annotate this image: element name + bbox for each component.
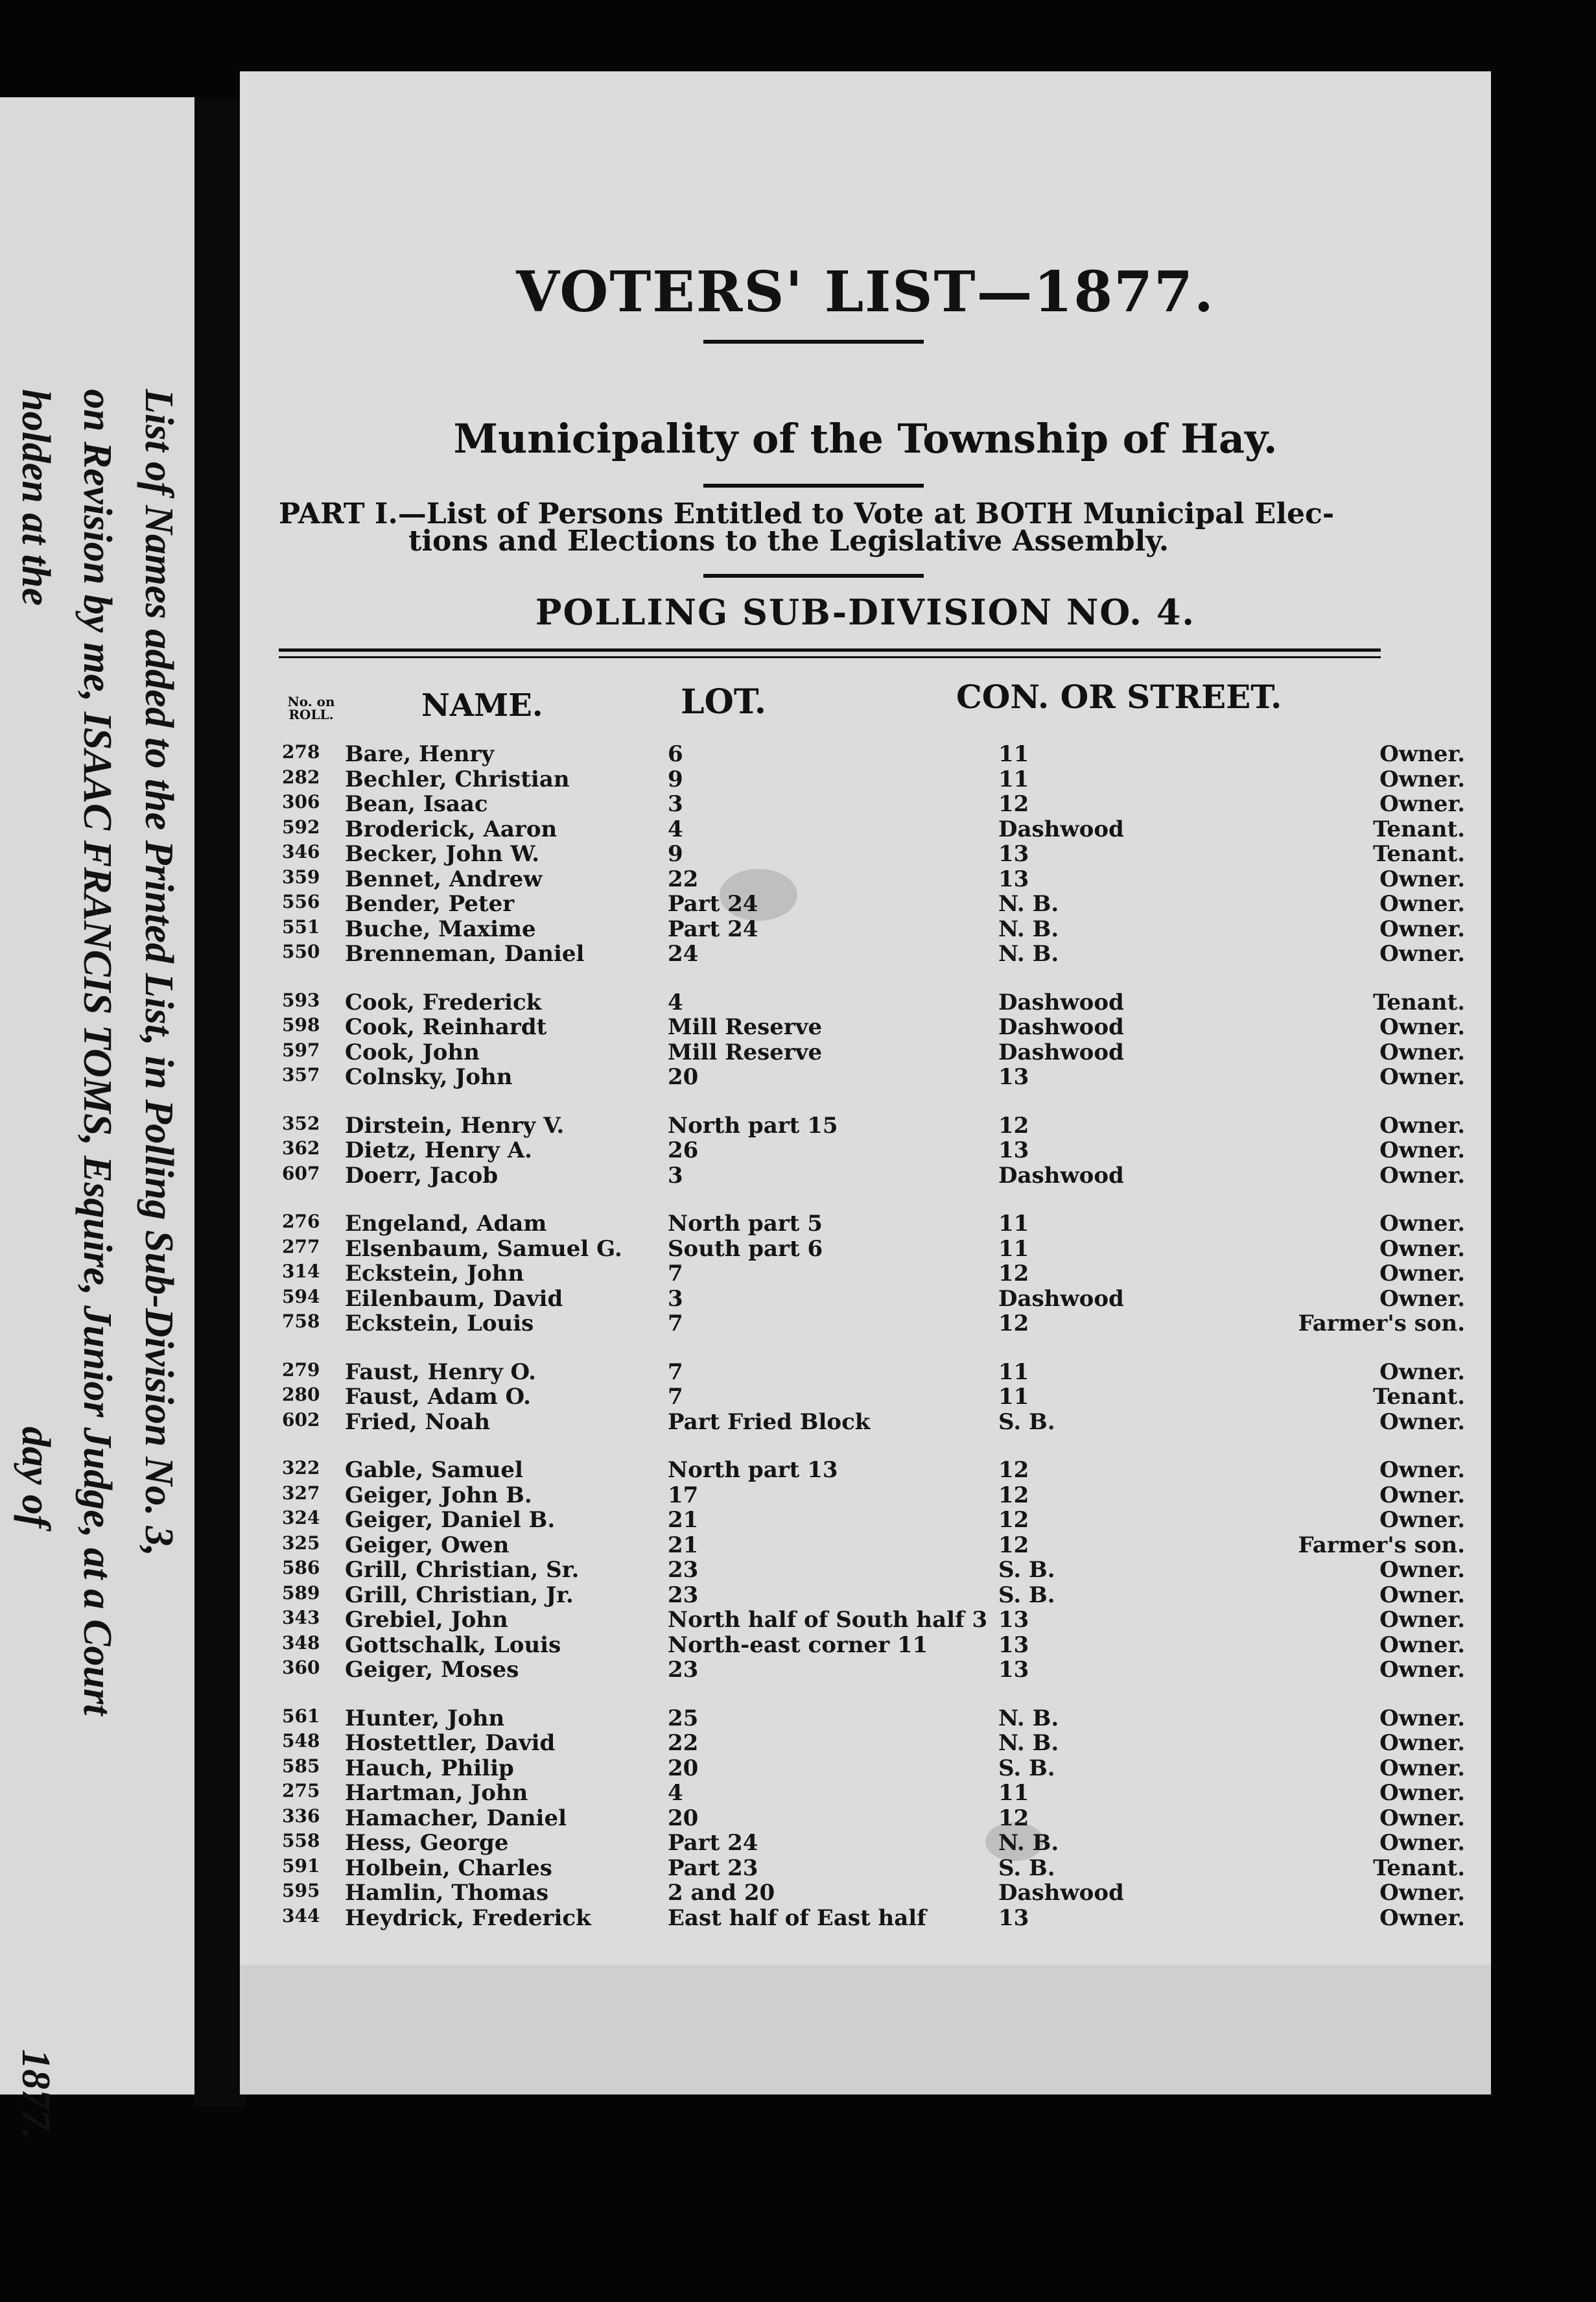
lot: 6 bbox=[668, 741, 683, 767]
voter-name: Eckstein, Louis bbox=[345, 1311, 534, 1336]
roll-number: 352 bbox=[282, 1112, 320, 1134]
voter-row bbox=[240, 1632, 1491, 1657]
roll-number: 325 bbox=[282, 1532, 320, 1554]
voters-list-page bbox=[240, 71, 1491, 2094]
lot: Part 24 bbox=[668, 916, 758, 942]
lot: North part 15 bbox=[668, 1112, 838, 1139]
concession-or-street: 11 bbox=[998, 741, 1029, 767]
voter-row bbox=[240, 1286, 1491, 1311]
voter-status: Owner. bbox=[1379, 1582, 1465, 1608]
voter-name: Doerr, Jacob bbox=[345, 1162, 499, 1189]
lot: 21 bbox=[668, 1507, 699, 1533]
voter-status: Owner. bbox=[1379, 1632, 1465, 1658]
voter-status: Owner. bbox=[1379, 1705, 1465, 1731]
voter-name: Bender, Peter bbox=[345, 891, 515, 917]
concession-or-street: Dashwood bbox=[998, 816, 1124, 842]
roll-number: 275 bbox=[282, 1780, 320, 1801]
lot: South part 6 bbox=[668, 1235, 823, 1262]
lot: 23 bbox=[668, 1582, 699, 1608]
concession-or-street: 11 bbox=[998, 1359, 1029, 1385]
voter-row bbox=[240, 1014, 1491, 1039]
voter-status: Owner. bbox=[1379, 1482, 1465, 1508]
page-gutter bbox=[194, 97, 246, 2107]
voter-row bbox=[240, 1730, 1491, 1755]
voter-row bbox=[240, 916, 1491, 941]
lot: North part 13 bbox=[668, 1457, 838, 1483]
voter-status: Owner. bbox=[1379, 1830, 1465, 1856]
roll-number: 591 bbox=[282, 1855, 320, 1877]
concession-or-street: N. B. bbox=[998, 1705, 1059, 1731]
concession-or-street: 11 bbox=[998, 766, 1029, 792]
voter-row bbox=[240, 1482, 1491, 1507]
concession-or-street: 12 bbox=[998, 791, 1029, 817]
polling-subdivision-heading: POLLING SUB-DIVISION NO. 4. bbox=[535, 591, 1196, 633]
lot: Part 24 bbox=[668, 891, 758, 917]
voter-row bbox=[240, 1855, 1491, 1880]
lot: 20 bbox=[668, 1805, 699, 1831]
lot: North part 5 bbox=[668, 1211, 823, 1237]
voter-row bbox=[240, 1409, 1491, 1434]
voter-status: Owner. bbox=[1379, 1657, 1465, 1683]
voter-name: Hostettler, David bbox=[345, 1730, 556, 1756]
voter-status: Owner. bbox=[1379, 866, 1465, 892]
concession-or-street: 13 bbox=[998, 1137, 1029, 1163]
column-header-roll-number bbox=[279, 695, 344, 721]
lot: 20 bbox=[668, 1755, 699, 1781]
voter-row bbox=[240, 1532, 1491, 1557]
voter-name: Hauch, Philip bbox=[345, 1755, 514, 1781]
roll-number: 594 bbox=[282, 1285, 320, 1307]
voter-name: Elsenbaum, Samuel G. bbox=[345, 1235, 622, 1262]
voter-row bbox=[240, 1311, 1491, 1335]
roll-number: 276 bbox=[282, 1211, 320, 1232]
concession-or-street: N. B. bbox=[998, 941, 1059, 967]
roll-number: 592 bbox=[282, 816, 320, 838]
voter-name: Cook, John bbox=[345, 1039, 480, 1065]
voter-status: Owner. bbox=[1379, 1607, 1465, 1633]
roll-number: 348 bbox=[282, 1632, 320, 1654]
voter-name: Brenneman, Daniel bbox=[345, 941, 585, 967]
roll-number: 277 bbox=[282, 1235, 320, 1257]
voter-row bbox=[240, 941, 1491, 966]
voter-row bbox=[240, 1359, 1491, 1384]
roll-number: 280 bbox=[282, 1384, 320, 1405]
lot: 21 bbox=[668, 1532, 699, 1558]
voter-status: Owner. bbox=[1379, 1235, 1465, 1262]
voter-name: Bechler, Christian bbox=[345, 766, 570, 792]
voter-row bbox=[240, 1755, 1491, 1780]
voter-status: Owner. bbox=[1379, 1064, 1465, 1090]
concession-or-street: 13 bbox=[998, 1904, 1029, 1931]
roll-number: 327 bbox=[282, 1482, 320, 1504]
roll-number: 344 bbox=[282, 1904, 320, 1927]
roll-number: 597 bbox=[282, 1039, 320, 1061]
concession-or-street: 11 bbox=[998, 1211, 1029, 1237]
lot: 9 bbox=[668, 766, 683, 792]
voter-name: Hamlin, Thomas bbox=[345, 1880, 549, 1906]
voter-row bbox=[240, 1830, 1491, 1855]
voter-name: Heydrick, Frederick bbox=[345, 1904, 591, 1931]
lot: 3 bbox=[668, 791, 683, 817]
roll-number: 306 bbox=[282, 791, 320, 813]
voter-name: Geiger, Daniel B. bbox=[345, 1507, 556, 1533]
voter-status: Owner. bbox=[1379, 1285, 1465, 1312]
voter-name: Engeland, Adam bbox=[345, 1211, 547, 1237]
concession-or-street: 12 bbox=[998, 1457, 1029, 1483]
voter-status: Owner. bbox=[1379, 1730, 1465, 1756]
concession-or-street: N. B. bbox=[998, 891, 1059, 917]
concession-or-street: 12 bbox=[998, 1805, 1029, 1831]
lot: 4 bbox=[668, 1780, 683, 1806]
lot: North half of South half 3 bbox=[668, 1607, 988, 1633]
voter-status: Owner. bbox=[1379, 1014, 1465, 1040]
voter-row bbox=[240, 1064, 1491, 1089]
concession-or-street: S. B. bbox=[998, 1855, 1055, 1881]
voter-row bbox=[240, 1457, 1491, 1482]
voter-status: Tenant. bbox=[1372, 989, 1465, 1015]
voter-status: Owner. bbox=[1379, 1507, 1465, 1533]
roll-number: 550 bbox=[282, 941, 320, 962]
roll-number: 593 bbox=[282, 989, 320, 1011]
voter-status: Owner. bbox=[1379, 916, 1465, 942]
part-heading-line-2: tions and Elections to the Legislative Assembly. bbox=[408, 525, 1169, 558]
voter-row bbox=[240, 1236, 1491, 1261]
concession-or-street: 12 bbox=[998, 1261, 1029, 1287]
concession-or-street: N. B. bbox=[998, 1830, 1059, 1856]
adjacent-line-3: holden at the bbox=[14, 389, 58, 606]
concession-or-street: Dashwood bbox=[998, 1285, 1124, 1312]
concession-or-street: Dashwood bbox=[998, 1014, 1124, 1040]
column-header-concession: CON. OR STREET. bbox=[956, 678, 1282, 716]
lot: North-east corner 11 bbox=[668, 1632, 928, 1658]
roll-number: 561 bbox=[282, 1705, 320, 1727]
concession-or-street: 13 bbox=[998, 1657, 1029, 1683]
voter-status: Owner. bbox=[1379, 741, 1465, 767]
lot: East half of East half bbox=[668, 1904, 926, 1931]
part-heading bbox=[279, 497, 1381, 558]
concession-or-street: Dashwood bbox=[998, 989, 1124, 1015]
roll-number: 758 bbox=[282, 1311, 320, 1332]
roll-number: 314 bbox=[282, 1261, 320, 1282]
voter-status: Farmer's son. bbox=[1298, 1311, 1465, 1336]
roll-number: 357 bbox=[282, 1064, 320, 1086]
voter-name: Grebiel, John bbox=[345, 1607, 508, 1633]
voter-row bbox=[240, 1607, 1491, 1632]
voter-status: Owner. bbox=[1379, 1137, 1465, 1163]
voter-row bbox=[240, 1163, 1491, 1187]
adjacent-line-4: day of bbox=[14, 1427, 58, 1528]
concession-or-street: 13 bbox=[998, 841, 1029, 867]
concession-or-street: 13 bbox=[998, 1607, 1029, 1633]
voter-name: Holbein, Charles bbox=[345, 1855, 552, 1881]
part-heading-line-1: PART I.—List of Persons Entitled to Vote at BOTH Municipal Elec- bbox=[279, 497, 1335, 530]
roll-number: 586 bbox=[282, 1557, 320, 1578]
voter-name: Hamacher, Daniel bbox=[345, 1805, 567, 1831]
voter-row bbox=[240, 1384, 1491, 1408]
roll-number: 585 bbox=[282, 1755, 320, 1777]
voter-name: Fried, Noah bbox=[345, 1408, 490, 1435]
voter-name: Gable, Samuel bbox=[345, 1457, 523, 1483]
roll-number: 548 bbox=[282, 1730, 320, 1751]
concession-or-street: S. B. bbox=[998, 1582, 1055, 1608]
voter-status: Owner. bbox=[1379, 791, 1465, 817]
voter-status: Owner. bbox=[1379, 1457, 1465, 1483]
voter-row bbox=[240, 841, 1491, 866]
voter-row bbox=[240, 791, 1491, 816]
concession-or-street: 12 bbox=[998, 1112, 1029, 1139]
voter-status: Owner. bbox=[1379, 891, 1465, 917]
voter-status: Owner. bbox=[1379, 1780, 1465, 1806]
voter-name: Hess, George bbox=[345, 1830, 509, 1856]
roll-number: 607 bbox=[282, 1162, 320, 1184]
page-bottom-margin bbox=[240, 1965, 1491, 2094]
voter-status: Tenant. bbox=[1372, 1855, 1465, 1881]
concession-or-street: Dashwood bbox=[998, 1162, 1124, 1189]
voter-status: Owner. bbox=[1379, 941, 1465, 967]
lot: 7 bbox=[668, 1384, 683, 1410]
roll-number: 602 bbox=[282, 1408, 320, 1430]
adjacent-page-text bbox=[0, 389, 182, 2302]
lot: 22 bbox=[668, 866, 699, 892]
voter-name: Dirstein, Henry V. bbox=[345, 1112, 565, 1139]
voter-name: Geiger, John B. bbox=[345, 1482, 532, 1508]
voter-name: Becker, John W. bbox=[345, 841, 540, 867]
roll-number: 556 bbox=[282, 891, 320, 912]
voter-row bbox=[240, 891, 1491, 916]
voter-row bbox=[240, 1137, 1491, 1162]
part-rule bbox=[703, 574, 924, 578]
voter-row bbox=[240, 1211, 1491, 1235]
roll-number: 598 bbox=[282, 1014, 320, 1036]
lot: Part Fried Block bbox=[668, 1408, 871, 1435]
concession-or-street: N. B. bbox=[998, 1730, 1059, 1756]
concession-or-street: 11 bbox=[998, 1384, 1029, 1410]
voter-name: Bean, Isaac bbox=[345, 791, 488, 817]
voter-name: Gottschalk, Louis bbox=[345, 1632, 561, 1658]
voter-row bbox=[240, 1507, 1491, 1532]
column-header-lot: LOT. bbox=[681, 682, 766, 722]
page-title: VOTERS' LIST—1877. bbox=[516, 259, 1215, 325]
roll-number: 282 bbox=[282, 766, 320, 788]
voter-status: Owner. bbox=[1379, 1904, 1465, 1931]
roll-number: 359 bbox=[282, 866, 320, 888]
concession-or-street: Dashwood bbox=[998, 1880, 1124, 1906]
roll-number: 336 bbox=[282, 1805, 320, 1827]
voter-row bbox=[240, 1880, 1491, 1904]
lot: 25 bbox=[668, 1705, 699, 1731]
voter-status: Owner. bbox=[1379, 1162, 1465, 1189]
adjacent-year: 1877. bbox=[14, 2049, 58, 2140]
voter-status: Owner. bbox=[1379, 1880, 1465, 1906]
lot: 24 bbox=[668, 941, 699, 967]
voter-row bbox=[240, 1261, 1491, 1285]
voter-status: Tenant. bbox=[1372, 1384, 1465, 1410]
lot: 3 bbox=[668, 1162, 683, 1189]
concession-or-street: 13 bbox=[998, 1064, 1029, 1090]
concession-or-street: S. B. bbox=[998, 1557, 1055, 1583]
column-header-roll-line-1: No. on bbox=[287, 694, 335, 709]
lot: 7 bbox=[668, 1261, 683, 1287]
roll-number: 360 bbox=[282, 1657, 320, 1678]
voter-name: Geiger, Moses bbox=[345, 1657, 519, 1683]
concession-or-street: S. B. bbox=[998, 1408, 1055, 1435]
lot: Part 24 bbox=[668, 1830, 758, 1856]
voter-status: Owner. bbox=[1379, 1557, 1465, 1583]
voter-name: Eckstein, John bbox=[345, 1261, 524, 1287]
voter-status: Owner. bbox=[1379, 766, 1465, 792]
roll-number: 558 bbox=[282, 1830, 320, 1851]
voter-row bbox=[240, 741, 1491, 766]
voter-row bbox=[240, 1657, 1491, 1681]
voter-name: Faust, Henry O. bbox=[345, 1359, 536, 1385]
voter-row bbox=[240, 1557, 1491, 1582]
voter-row bbox=[240, 1113, 1491, 1137]
lot: 23 bbox=[668, 1657, 699, 1683]
voter-name: Bennet, Andrew bbox=[345, 866, 543, 892]
voter-row bbox=[240, 1039, 1491, 1064]
subtitle-rule bbox=[703, 484, 924, 488]
voter-row bbox=[240, 1905, 1491, 1930]
voter-name: Cook, Reinhardt bbox=[345, 1014, 547, 1040]
voter-name: Broderick, Aaron bbox=[345, 816, 557, 842]
voter-status: Owner. bbox=[1379, 1755, 1465, 1781]
lot: 4 bbox=[668, 816, 683, 842]
voter-name: Bare, Henry bbox=[345, 741, 495, 767]
voter-name: Dietz, Henry A. bbox=[345, 1137, 532, 1163]
voter-row bbox=[240, 866, 1491, 891]
voter-name: Buche, Maxime bbox=[345, 916, 536, 942]
column-header-roll-line-2: ROLL. bbox=[288, 707, 334, 722]
lot: 9 bbox=[668, 841, 683, 867]
lot: 7 bbox=[668, 1311, 683, 1336]
concession-or-street: S. B. bbox=[998, 1755, 1055, 1781]
voter-name: Colnsky, John bbox=[345, 1064, 513, 1090]
lot: 7 bbox=[668, 1359, 683, 1385]
concession-or-street: 11 bbox=[998, 1235, 1029, 1262]
lot: 17 bbox=[668, 1482, 699, 1508]
voter-status: Owner. bbox=[1379, 1211, 1465, 1237]
voter-row bbox=[240, 1805, 1491, 1830]
concession-or-street: 12 bbox=[998, 1482, 1029, 1508]
concession-or-street: Dashwood bbox=[998, 1039, 1124, 1065]
header-rule-top bbox=[279, 648, 1381, 652]
lot: Mill Reserve bbox=[668, 1039, 823, 1065]
voter-row bbox=[240, 766, 1491, 791]
header-rule-bottom bbox=[279, 656, 1381, 658]
voter-name: Geiger, Owen bbox=[345, 1532, 510, 1558]
voter-status: Tenant. bbox=[1372, 816, 1465, 842]
lot: 23 bbox=[668, 1557, 699, 1583]
voter-name: Hartman, John bbox=[345, 1780, 528, 1806]
roll-number: 346 bbox=[282, 841, 320, 862]
roll-number: 589 bbox=[282, 1582, 320, 1604]
column-header-name: NAME. bbox=[421, 687, 543, 724]
voter-name: Grill, Christian, Jr. bbox=[345, 1582, 574, 1608]
lot: Part 23 bbox=[668, 1855, 758, 1881]
voter-row bbox=[240, 1582, 1491, 1607]
voter-status: Farmer's son. bbox=[1298, 1532, 1465, 1558]
voter-row bbox=[240, 990, 1491, 1014]
municipality-title: Municipality of the Township of Hay. bbox=[453, 415, 1278, 462]
concession-or-street: 12 bbox=[998, 1507, 1029, 1533]
voter-status: Owner. bbox=[1379, 1261, 1465, 1287]
lot: 26 bbox=[668, 1137, 699, 1163]
voter-name: Cook, Frederick bbox=[345, 989, 542, 1015]
lot: 3 bbox=[668, 1285, 683, 1312]
roll-number: 362 bbox=[282, 1137, 320, 1159]
roll-number: 322 bbox=[282, 1457, 320, 1478]
concession-or-street: 11 bbox=[998, 1780, 1029, 1806]
concession-or-street: 12 bbox=[998, 1311, 1029, 1336]
lot: 22 bbox=[668, 1730, 699, 1756]
lot: 4 bbox=[668, 989, 683, 1015]
concession-or-street: N. B. bbox=[998, 916, 1059, 942]
voter-row bbox=[240, 1705, 1491, 1730]
adjacent-line-2: on Revision by me, ISAAC FRANCIS TOMS, Esquire, Junior Judge, at a Court bbox=[75, 389, 119, 1716]
voter-status: Owner. bbox=[1379, 1408, 1465, 1435]
concession-or-street: 13 bbox=[998, 1632, 1029, 1658]
lot: 20 bbox=[668, 1064, 699, 1090]
roll-number: 324 bbox=[282, 1507, 320, 1528]
voter-row bbox=[240, 816, 1491, 841]
voter-name: Faust, Adam O. bbox=[345, 1384, 532, 1410]
voter-name: Grill, Christian, Sr. bbox=[345, 1557, 580, 1583]
voter-status: Owner. bbox=[1379, 1359, 1465, 1385]
title-rule bbox=[703, 340, 924, 344]
lot: 2 and 20 bbox=[668, 1880, 775, 1906]
voter-name: Hunter, John bbox=[345, 1705, 505, 1731]
roll-number: 279 bbox=[282, 1359, 320, 1381]
adjacent-line-1: List of Names added to the Printed List, in Polling Sub-Division No. 3, bbox=[137, 389, 181, 1556]
roll-number: 278 bbox=[282, 741, 320, 763]
voter-status: Owner. bbox=[1379, 1039, 1465, 1065]
concession-or-street: 13 bbox=[998, 866, 1029, 892]
roll-number: 343 bbox=[282, 1607, 320, 1628]
voter-status: Tenant. bbox=[1372, 841, 1465, 867]
roll-number: 551 bbox=[282, 916, 320, 938]
concession-or-street: 12 bbox=[998, 1532, 1029, 1558]
voter-name: Eilenbaum, David bbox=[345, 1285, 563, 1312]
voter-status: Owner. bbox=[1379, 1112, 1465, 1139]
voter-row bbox=[240, 1780, 1491, 1805]
voter-status: Owner. bbox=[1379, 1805, 1465, 1831]
roll-number: 595 bbox=[282, 1880, 320, 1901]
lot: Mill Reserve bbox=[668, 1014, 823, 1040]
